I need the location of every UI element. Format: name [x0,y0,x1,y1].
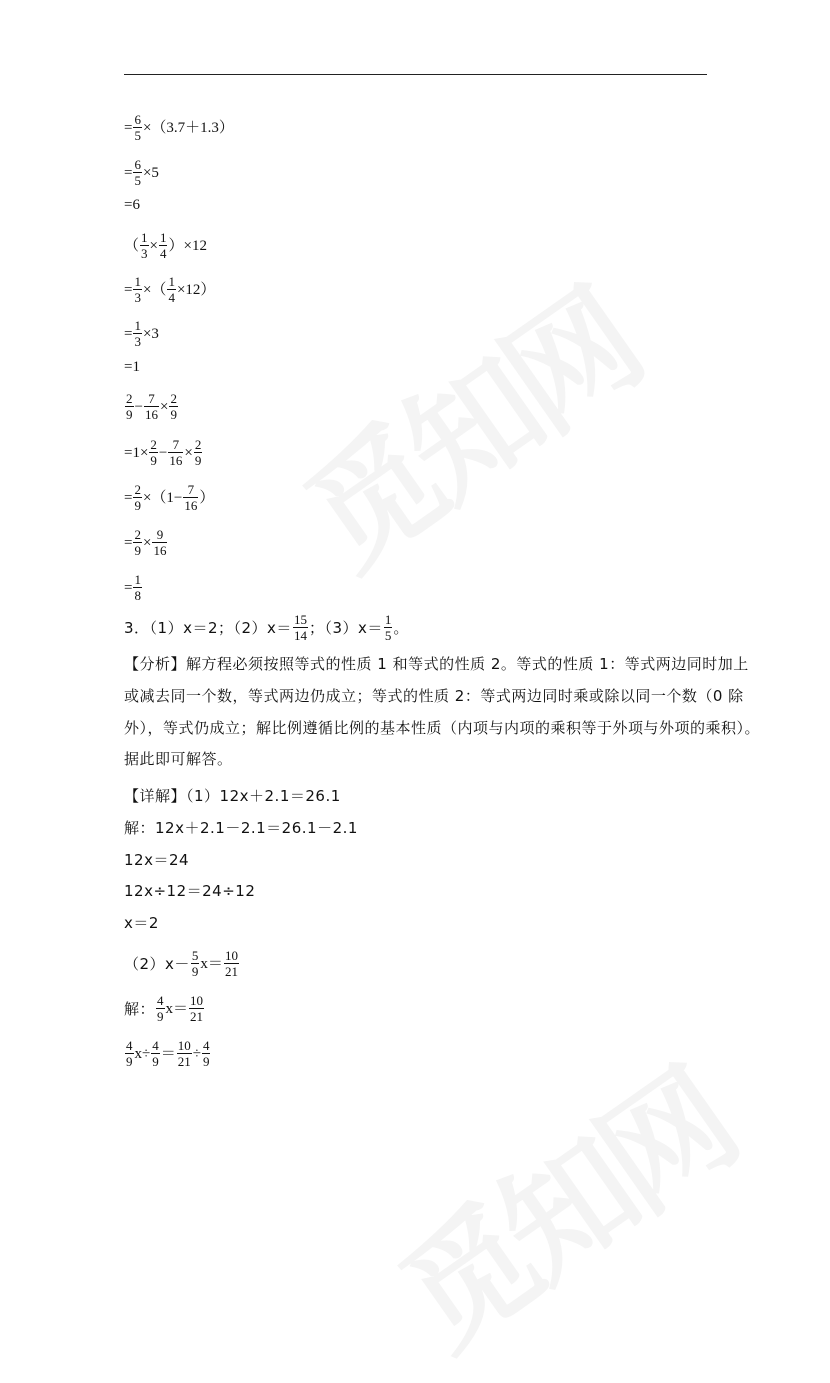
math-text: ；（3）x＝ [308,618,383,637]
math-text: 3．（1）x＝2；（2）x＝ [124,618,292,637]
fraction [125,391,134,422]
fraction [293,612,308,643]
math-text: ＝ [160,1045,176,1062]
fraction [191,948,200,979]
math-line-2 [124,157,159,188]
math-text: = [124,489,133,506]
fraction-numerator: 2 [170,391,177,406]
fraction [151,1038,160,1069]
math-text: = [124,164,133,181]
math-text: x＝ [165,1000,189,1017]
detail-line-8 [124,1038,211,1069]
fraction-numerator: 6 [134,112,141,127]
math-text: ×5 [142,164,159,181]
fraction-denominator: 16 [144,407,158,422]
fraction-denominator: 14 [293,628,307,643]
math-text: ×（ [142,281,167,298]
fraction-numerator: 4 [126,1038,133,1053]
math-text: − [158,444,168,461]
fraction-denominator: 3 [134,290,141,305]
math-line-9 [124,437,203,468]
fraction-denominator: 16 [153,543,167,558]
math-text: × [149,237,158,254]
fraction-numerator: 1 [384,612,392,627]
fraction-numerator: 2 [134,527,141,542]
analysis-line-2: 或减去同一个数，等式两边仍成立；等式的性质 2：等式两边同时乘或除以同一个数（0 除 [124,687,744,705]
fraction-numerator: 4 [157,993,164,1008]
fraction-denominator: 16 [184,498,198,513]
fraction-numerator: 2 [134,482,141,497]
math-text: x÷ [134,1045,151,1062]
fraction-denominator: 9 [134,498,141,513]
fraction-numerator: 1 [134,572,141,587]
math-text: ×（3.7＋1.3） [142,119,234,136]
fraction-denominator: 3 [141,246,148,261]
fraction [133,482,142,513]
math-line-8 [124,391,179,422]
fraction-denominator: 5 [134,128,141,143]
fraction-denominator: 16 [169,453,183,468]
fraction-denominator: 5 [134,173,141,188]
math-text: （ [124,237,140,254]
fraction-numerator: 4 [202,1038,210,1053]
fraction-denominator: 21 [177,1054,191,1069]
fraction [168,437,183,468]
math-line-10 [124,482,214,513]
fraction-denominator: 9 [134,543,141,558]
math-text: ÷ [192,1045,201,1062]
fraction [144,391,159,422]
fraction-denominator: 4 [168,290,175,305]
fraction [224,948,239,979]
fraction [125,1038,134,1069]
fraction-denominator: 9 [157,1009,164,1024]
fraction [149,437,158,468]
math-text: ×12） [176,281,216,298]
fraction [384,612,393,643]
math-line-5 [124,274,215,305]
fraction-numerator: 5 [191,948,199,963]
detail-line-6 [124,948,240,979]
fraction [194,437,203,468]
fraction [133,527,142,558]
math-text: 解： [124,999,156,1018]
header-rule [124,74,707,75]
detail-line-4: 12x÷12＝24÷12 [124,882,256,900]
fraction [169,391,178,422]
fraction-numerator: 1 [134,318,141,333]
fraction [177,1038,192,1069]
math-line-4 [124,230,207,261]
fraction [133,112,142,143]
detail-line-3: 12x＝24 [124,851,190,869]
math-text: 。 [393,618,409,637]
fraction-numerator: 1 [168,274,175,289]
analysis-line-1: 【分析】解方程必须按照等式的性质 1 和等式的性质 2。等式的性质 1：等式两边同时加上 [124,655,749,673]
fraction [140,230,149,261]
fraction-denominator: 9 [202,1054,210,1069]
math-text: × [159,398,169,415]
math-text: − [134,398,143,415]
math-text: ×3 [142,325,159,342]
watermark [264,244,666,604]
fraction [133,157,142,188]
fraction-denominator: 21 [224,964,238,979]
analysis-line-3: 外），等式仍成立；解比例遵循比例的基本性质（内项与内项的乘积等于外项与外项的乘积）。 [124,719,761,737]
detail-line-7 [124,993,205,1024]
fraction [167,274,176,305]
fraction-numerator: 7 [148,391,155,406]
fraction-numerator: 4 [152,1038,159,1053]
fraction-numerator: 2 [150,437,157,452]
fraction [133,318,142,349]
fraction-numerator: 10 [190,993,204,1008]
detail-line-5: x＝2 [124,914,159,932]
math-text: = [124,534,133,551]
math-line-7 [124,357,140,377]
watermark-bottom [359,1024,761,1383]
fraction [202,1038,211,1069]
fraction-numerator: 7 [172,437,180,452]
fraction [133,572,142,603]
math-line-3 [124,195,140,215]
fraction-denominator: 9 [170,407,177,422]
math-line-12 [124,572,143,603]
math-text: × [142,534,152,551]
fraction-numerator: 1 [134,274,141,289]
detail-line-1: 【详解】（1）12x＋2.1＝26.1 [124,787,341,805]
fraction-denominator: 9 [152,1054,159,1069]
fraction [152,527,167,558]
math-line-11 [124,527,168,558]
math-text: = [124,579,133,596]
math-text: = [124,325,133,342]
fraction-denominator: 8 [134,588,141,603]
math-text: ×（1− [142,489,183,506]
fraction [133,274,142,305]
fraction-numerator: 10 [177,1038,191,1053]
fraction [183,482,198,513]
math-text: =1× [124,444,149,461]
math-text: x＝ [200,955,223,972]
math-text: ） [199,489,215,506]
fraction-denominator: 9 [126,1054,133,1069]
fraction-denominator: 9 [194,453,202,468]
fraction-denominator: 3 [134,334,141,349]
fraction-denominator: 5 [384,628,392,643]
math-text: ）×12 [168,237,207,254]
answer-line-3 [124,612,409,643]
fraction [159,230,168,261]
math-text: = [124,119,133,136]
fraction-numerator: 2 [194,437,202,452]
math-line-1 [124,112,234,143]
fraction-numerator: 10 [224,948,238,963]
math-text: （2）x－ [124,954,190,973]
fraction-numerator: 6 [134,157,141,172]
fraction [189,993,204,1024]
detail-line-2: 解：12x＋2.1－2.1＝26.1－2.1 [124,819,358,837]
fraction-denominator: 21 [190,1009,204,1024]
math-text: = [124,281,133,298]
fraction-denominator: 9 [150,453,157,468]
fraction-denominator: 9 [191,964,199,979]
fraction-denominator: 4 [159,246,167,261]
math-text: =6 [124,197,140,213]
fraction-numerator: 1 [141,230,148,245]
fraction-numerator: 7 [187,482,195,497]
fraction-numerator: 9 [156,527,164,542]
fraction-numerator: 15 [293,612,307,627]
math-line-6 [124,318,159,349]
math-text: =1 [124,359,140,375]
fraction-numerator: 2 [126,391,133,406]
math-text: × [184,444,193,461]
fraction-numerator: 1 [159,230,167,245]
fraction [156,993,165,1024]
fraction-denominator: 9 [126,407,133,422]
analysis-line-4: 据此即可解答。 [124,750,233,768]
